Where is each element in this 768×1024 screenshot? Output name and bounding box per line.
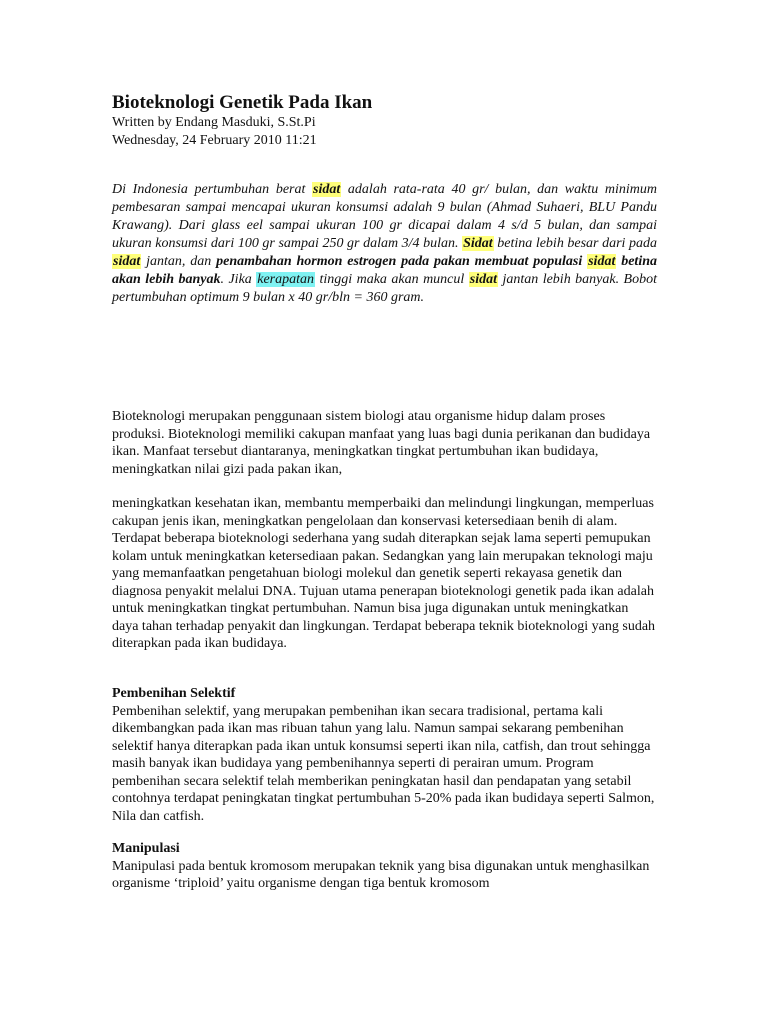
intro-text: tinggi maka akan muncul xyxy=(315,272,469,287)
body-paragraph-2: meningkatkan kesehatan ikan, membantu memperbaiki dan melindungi lingkungan, memperluas cakupan jenis ikan, meningkatkan pengelolaan dan konservasi ketersediaan benih di alam. Terdapat beberapa bioteknologi sederhana yang sudah diterapkan sejak lama seperti pemupukan kolam untuk meningkatkan ketersediaan pakan. Sedangkan yang lain merupakan teknologi maju yang memanfaatkan pengetahuan biologi molekul dan genetik seperti rekayasa genetik dan diagnosa penyakit melalui DNA. Tujuan utama penerapan bioteknologi genetik pada ikan adalah untuk meningkatkan tingkat pertumbuhan. Namun bisa juga digunakan untuk meningkatkan daya tahan terhadap penyakit dan lingkungan. Terdapat beberapa teknik bioteknologi yang sudah diterapkan pada ikan budidaya. xyxy=(112,496,656,651)
intro-text: adalah rata-rata 40 gr/ bulan, dan waktu minimum pembesaran sampai mencapai ukuran konsumsi adalah 9 bulan (Ahmad Suhaeri, BLU Pandu Krawang). Dari glass eel sampai ukuran 100 gr dicapai dalam 4 s/d 5 bulan, dan sampai ukuran konsumsi dari 100 gr sampai 250 gr dalam 3/4 bulan. xyxy=(112,182,657,251)
keyword-highlight: sidat xyxy=(469,272,497,287)
section-manipulasi xyxy=(112,840,657,893)
keyword-highlight-cyan: kerapatan xyxy=(257,272,315,287)
keyword-highlight: sidat xyxy=(588,254,616,269)
intro-text: jantan, dan xyxy=(141,254,217,269)
intro-bold-text: penambahan hormon estrogen pada pakan membuat populasi xyxy=(216,254,588,269)
intro-text: . Jika xyxy=(220,272,257,287)
intro-bold-text: betina akan lebih banyak xyxy=(112,254,657,287)
article-header xyxy=(112,92,372,150)
keyword-highlight: Sidat xyxy=(463,236,493,251)
intro-text: betina lebih besar dari pada xyxy=(493,236,657,251)
body-paragraph-1: Bioteknologi merupakan penggunaan sistem biologi atau organisme hidup dalam proses produksi. Bioteknologi memiliki cakupan manfaat yang luas bagi dunia perikanan dan budidaya ikan. Manfaat tersebut diantaranya, meningkatkan tingkat pertumbuhan ikan budidaya, meningkatkan nilai gizi pada pakan ikan, xyxy=(112,409,651,477)
section-heading: Pembenihan Selektif xyxy=(112,686,236,701)
intro-text: Di Indonesia pertumbuhan berat xyxy=(112,182,313,197)
section-pembenihan xyxy=(112,685,657,825)
intro-paragraph xyxy=(112,181,657,307)
author-line: Written by Endang Masduki, S.St.Pi xyxy=(112,115,316,130)
keyword-highlight: sidat xyxy=(113,254,141,269)
keyword-highlight: sidat xyxy=(313,182,341,197)
intro-text: jantan lebih banyak. Bobot pertumbuhan optimum 9 bulan x 40 gr/bln = 360 gram. xyxy=(112,272,657,305)
article-title: Bioteknologi Genetik Pada Ikan xyxy=(112,92,373,113)
section-text: Manipulasi pada bentuk kromosom merupakan teknik yang bisa digunakan untuk menghasilkan organisme ‘triploid’ yaitu organisme dengan tiga bentuk kromosom xyxy=(112,858,650,891)
section-text: Pembenihan selektif, yang merupakan pembenihan ikan secara tradisional, pertama kali dikembangkan pada ikan mas ribuan tahun yang lalu. Namun sampai sekarang pembenihan selektif hanya diterapkan pada ikan untuk konsumsi seperti ikan nila, catfish, dan trout sehingga masih banyak ikan budidaya yang pembenihannya seperti di perairan umum. Program pembenihan secara selektif telah memberikan peningkatan hasil dan pendapatan yang setabil contohnya terdapat peningkatan tingkat pertumbuhan 5-20% pada ikan budidaya seperti Salmon, Nila dan catfish. xyxy=(112,703,655,824)
date-line: Wednesday, 24 February 2010 11:21 xyxy=(112,133,317,148)
section-heading: Manipulasi xyxy=(112,841,180,856)
